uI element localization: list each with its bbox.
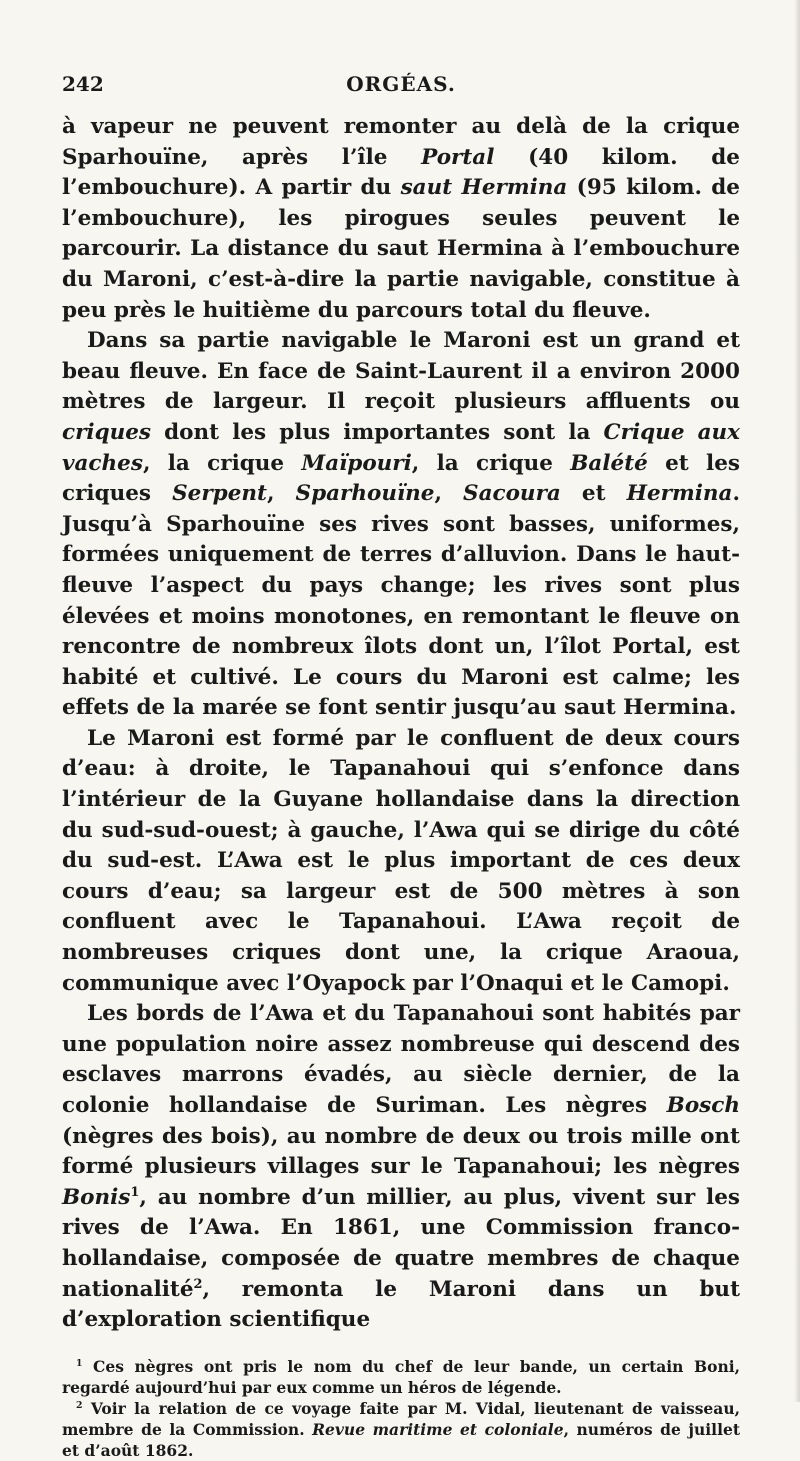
italic-text: saut Hermina [400, 175, 568, 201]
book-page [62, 62, 740, 1461]
text-run: , la crique [142, 450, 302, 476]
text-run: dont les plus importantes sont la [151, 419, 604, 445]
italic-text: Bosch [666, 1093, 740, 1118]
page-number: 242 [62, 72, 104, 96]
text-run: , au nombre d’un millier, au plus, vivent sur les rives de l’Awa. En 1861, une Commission franco-hollandaise, composée de quatre membres de chaque nationalité [62, 1184, 740, 1302]
page-edge-shadow [794, 0, 800, 1402]
text-run: Dans sa partie navigable le Maroni est un grand et beau fleuve. En face de Saint-Laurent il a environ 2000 mètres de largeur. Il reçoit plusieurs affluents ou [62, 328, 740, 415]
running-title: ORGÉAS. [346, 72, 456, 96]
footnote [62, 1356, 740, 1398]
footnote-marker: 1 [130, 1184, 140, 1200]
text-run: , la crique [411, 450, 571, 476]
footnote [62, 1398, 740, 1461]
text-run: Voir la relation de ce voyage faite par M. Vidal, lieutenant de vaisseau, membre de la Commission. [62, 1398, 740, 1439]
italic-text: Balété [570, 450, 648, 476]
text-run: Ces nègres ont pris le nom du chef de leur bande, un certain Boni, regardé aujourd’hui par eux comme un héros de légende. [62, 1356, 740, 1397]
text-run: Les bords de l’Awa et du Tapanahoui sont habités par une population noire assez nombreuse qui descend des esclaves marrons évadés, au siècle dernier, de la colonie hollandaise de Suriman. Les nègres [62, 1001, 740, 1118]
body-text [62, 112, 740, 1336]
italic-text: Portal [421, 144, 495, 170]
italic-text: Crique aux vaches [62, 419, 740, 476]
running-header [62, 62, 740, 102]
text-run: et les criques [62, 450, 740, 507]
footnote-marker: 2 [193, 1276, 203, 1292]
italic-text: criques [62, 419, 152, 445]
text-run: . Jusqu’à Sparhouïne ses rives sont basses, uniformes, formées uniquement de terres d’alluvion. Dans le haut-fleuve l’aspect du pays change; les rives sont plus élevées et moins monotones, en remontant le fleuve on rencontre de nombreux îlots dont un, l’îlot Portal, est habité et cultivé. Le cours du Maroni est calme; les effets de la marée se font sentir jusqu’au saut Hermina. [62, 481, 740, 721]
italic-text: Serpent [172, 481, 267, 507]
text-run: (nègres des bois), au nombre de deux ou trois mille ont formé plusieurs villages sur le Tapanahoui; les nègres [62, 1123, 740, 1180]
footnote-separator [62, 1336, 740, 1356]
text-run: , numéros de juillet et d’août 1862. [62, 1419, 740, 1460]
italic-text: Maïpouri [301, 450, 412, 476]
paragraph [62, 326, 740, 724]
text-run: et [560, 481, 627, 507]
paragraph [62, 724, 740, 999]
footnote-marker: 1 [76, 1357, 83, 1369]
text-run: Le Maroni est formé par le confluent de deux cours d’eau: à droite, le Tapanahoui qui s’enfonce dans l’intérieur de la Guyane hollandaise dans la direction du sud-sud-ouest; à gauche, l’Awa qui se dirige du côté du sud-est. L’Awa est le plus important de ces deux cours d’eau; sa largeur est de 500 mètres à son confluent avec le Tapanahoui. L’Awa reçoit de nombreuses criques dont une, la crique Araoua, communique avec l’Oyapock par l’Onaqui et le Camopi. [62, 725, 740, 996]
italic-text: Hermina [626, 481, 733, 507]
text-run: à vapeur ne peuvent remonter au delà de la crique Sparhouïne, après l’île [62, 114, 740, 170]
italic-text: Bonis [62, 1184, 131, 1210]
italic-text: Revue maritime et coloniale [312, 1419, 564, 1439]
paragraph [62, 112, 740, 326]
italic-text: Sacoura [463, 481, 561, 507]
text-run: , [266, 481, 296, 507]
footnotes [62, 1356, 740, 1461]
text-run: , remonta le Maroni dans un but d’exploration scientifique [62, 1276, 740, 1333]
paragraph [62, 999, 740, 1336]
text-run: , [434, 481, 464, 507]
text-run: (95 kilom. de l’embouchure), les pirogues seules peuvent le parcourir. La distance du saut Hermina à l’embouchure du Maroni, c’est-à-dire la partie navigable, constitue à peu près le huitième du parcours total du fleuve. [62, 175, 740, 323]
italic-text: Sparhouïne [295, 481, 435, 507]
text-run: (40 kilom. de l’embouchure). A partir du [62, 144, 740, 201]
footnote-marker: 2 [76, 1399, 83, 1411]
